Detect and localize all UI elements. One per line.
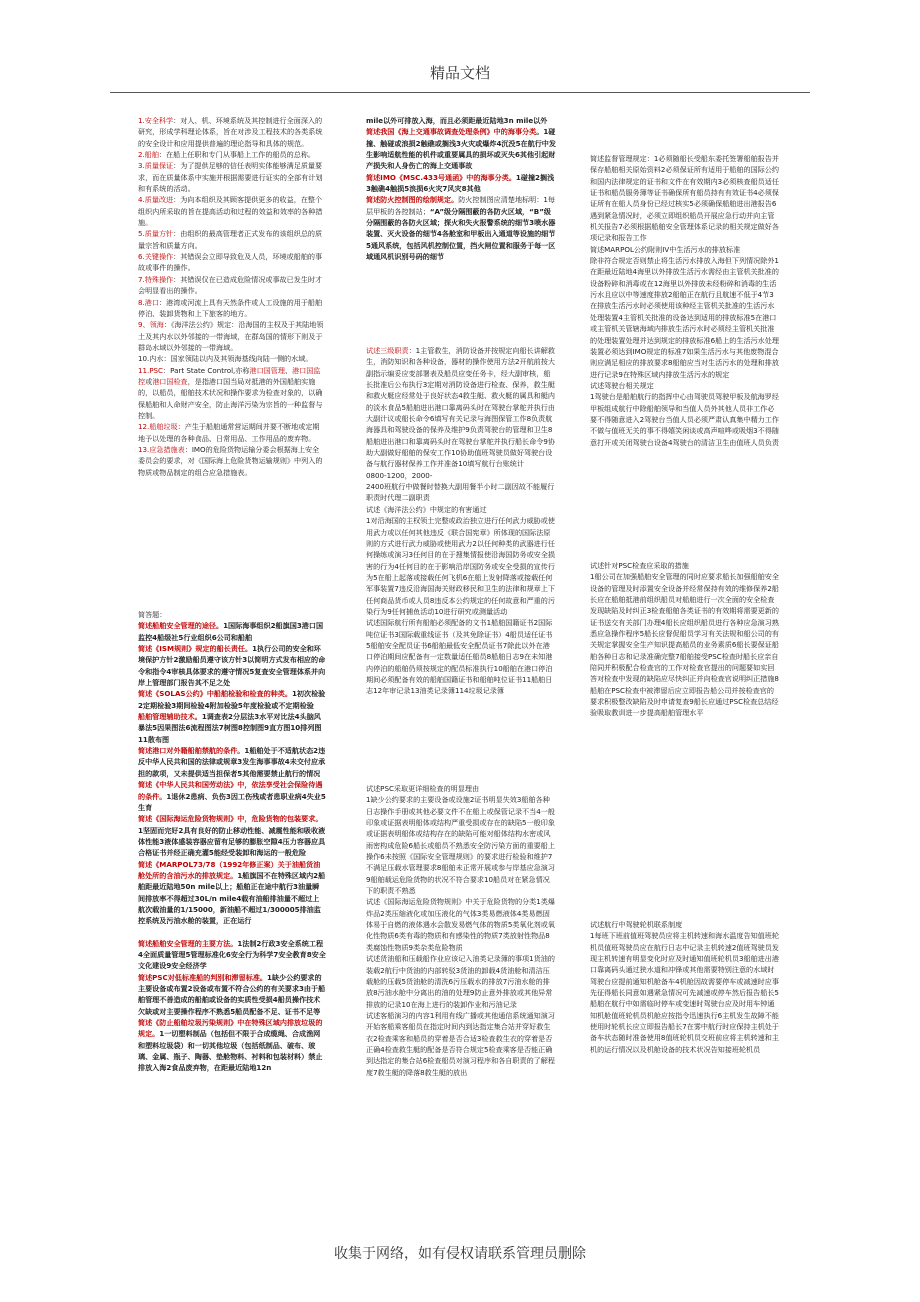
body-text: 、 xyxy=(284,365,293,375)
body-text: ：对人、机、环境系统及其控制进行全面深入的研究，形成学科理论体系，旨在对涉及工程技术的各类系统的安全设计和应用提供普遍的理论指导和具体的规范。 xyxy=(138,116,323,148)
body-text: 试述驾驶台相关规定 xyxy=(590,380,654,390)
emphasis-text: 简述《MARPOL73/78（1992年修正案）关于油船货油舱处所的含油污水的排放规定。 xyxy=(138,859,321,880)
body-text: 试述国际航行所有船舶必须配备的文书1船舶国籍证书2国际吨位证书3国际载重线证书（及其免除证书）4船员适任证书5船舶安全配员证书6船舶最低安全配员证书7除此以外在港口停泊期间应配备有一定数量适任船员8船舶日志9在未知港内停泊的船舶仍须按规定的配员标准执行10船舶在港口停泊期间必须配备有效的船舶国籍证书和船舶吨位证书11船舶日志12年审记录13油类记录簿114垃圾记录簿 xyxy=(366,618,553,696)
emphasis-text: 简述《防止船舶垃圾污染规则》中在特殊区域内排放垃圾的规定。 xyxy=(138,1018,323,1039)
emphasis-text: 简述《国际海运危险货物规则》中，危险货物的包装要求。 xyxy=(138,814,323,824)
paragraph xyxy=(138,251,326,274)
emphasis-text: 6.关键操作 xyxy=(138,252,174,262)
emphasis-text: 1缺少公约要求的主要设备或布置2设备或布置不符合公约的有关要求3由于船舶管理不善造成的船舶或设备的实质性受损4船员操作技术欠缺或对主要操作程序不熟悉5船员配备不足、证书不足等 xyxy=(138,972,326,1016)
paragraph xyxy=(366,504,556,515)
body-text: 试述《海洋法公约》中规定的有害通过 xyxy=(366,504,487,514)
emphasis-text: 1.安全科学 xyxy=(138,116,174,125)
body-text: 10.内水：国家领陆以内及其领海基线向陆一侧的水域。 xyxy=(138,354,313,364)
body-text: ：其错误会立即导致危及人员，环境或船舶的事故或事件的操作。 xyxy=(138,252,323,273)
page-header: 精品文档 xyxy=(429,64,490,82)
paragraph xyxy=(138,149,326,160)
paragraph xyxy=(366,172,556,195)
paragraph xyxy=(366,617,556,696)
paragraph xyxy=(138,274,326,297)
emphasis-text: 5.质量方针 xyxy=(138,229,174,239)
emphasis-text: 11.PSC xyxy=(138,365,164,375)
body-text: 《国际安全管理规则》的要求进行检验和维护7不满足压载水管理要求8船舶未正常开展或参与岸基应急演习9船舶载运危险货物的状况不符合要求10船员对在紧急情况下的职责不熟悉 xyxy=(366,852,555,896)
paragraph xyxy=(138,688,326,711)
emphasis-text: 12.船舶垃圾 xyxy=(138,422,178,432)
paragraph xyxy=(138,779,326,813)
paragraph xyxy=(590,560,780,571)
emphasis-text: 1法制2行政3安全系统工程4全面质量管理5管理标准化6安全行为科学7安全教育8安全文化建设9安全经济学 xyxy=(138,938,326,971)
body-text: 1船公司在加强船舶安全管理的同时应要求船长加强船舶安全设备的管理及时添置安全设备并经常保持有效的维修保养2船长应在船舶抵港前组织船员对船舶进行一次全面的安全检查发现缺陷及时纠正3检查船舶各类证书的有效期将需要更新的证书送交有关部门办理4船长应组织船员进行各种应急演习熟悉应急操作程序5船长应督促船员学习有关法规和船公司的有关规定掌握安全生产知识提高船员的业务素质6船长要保证船舶各种日志和记录准确完整7船舶接受PSC检查时船长应亲自陪同并积极配合检查官的工作对检查官提出的问题要如实回答对检查中发现的缺陷应尽快纠正并向检查官说明纠正措施8船舶在PSC检查中被滞留后应立即报告船公司并按检查官的要求积极整改缺陷及时申请复查9船长应通过PSC检查总结经验吸取教训进一步提高船舶管理水平 xyxy=(590,572,779,718)
emphasis-text: 简述我国《海上交通事故调查处理条例》中的海事分类 xyxy=(366,127,537,137)
emphasis-text: 港口国监控 xyxy=(138,365,321,386)
emphasis-text: 试述三级职责 xyxy=(366,346,409,355)
paragraph xyxy=(366,515,556,617)
emphasis-text: 简述《中华人民共和国劳动法》中，依法享受社会保险待遇的条件。 xyxy=(138,780,323,801)
body-text: 试述货油船和压载船作业应该记入油类记录簿的事项1货油的装载2航行中货油的内部转驳3货油的卸载4货油舱和清洁压载舱的压载5货油舱的清洗6污压载水的排放7污油水舱的排放8污油水舱中分离出的油的处理9防止意外排放或其他异常排放的记录10在海上进行的装卸作业和污油记录 xyxy=(366,954,555,1009)
body-text: 试述客船演习的内容1利用有线广播或其他通信系统通知演习开始客船乘客船员在指定时间内到达指定集合站并穿好救生衣2检查乘客和船员的穿着是否合适3检查救生衣的穿着是否正确4检查救生艇的配备是否符合规定5检查乘客是否能正确到达指定的集合站6检查船员对演习程序和各自职责的了解程度7救生艇的降落8救生艇的放出 xyxy=(366,1010,555,1077)
paragraph xyxy=(138,859,326,927)
emphasis-text: 7.特殊操作 xyxy=(138,274,174,284)
emphasis-text: 简述《SOLAS公约》中船舶检验和检查的种类。 xyxy=(138,689,292,699)
paragraph xyxy=(590,380,780,391)
emphasis-text: 简述防火控制图的绘制规定。 xyxy=(366,195,459,205)
body-text: ：1主管救生，消防设备并按规定向船长讲解救生，消防知识和各种设备，器材的操作使用方法2开航前按大副指示编妥应变部署表及船员应变任务卡，经大副审核，船长批准后公布执行3定期对消防设备进行检查、保养，救生艇和救火艇应经常处于良好状态4救生艇、救火艇的属具和艇内的淡水食品5船舶进出港口靠离码头时在驾驶台掌舵并执行由大副计议或船长命令6填写有关记录与海图保管工作8负责航海器具和驾驶设备的保养及维护9负责驾驶台的管理和卫生8船舶进出港口和靠离码头时在驾驶台掌舵并执行船长命令9协助大副做好船舶的保安工作10协助值班驾驶员做好驾驶台设备与航行器材保养工作并准备10填写航行台账统计 xyxy=(366,346,555,469)
emphasis-text: 4.质量改进 xyxy=(138,195,174,205)
paragraph xyxy=(138,228,326,251)
body-text: 简述MARPOL公约附则IV中生活污水的排放标准 xyxy=(590,244,741,254)
body-text: 或 xyxy=(145,376,153,386)
paragraph xyxy=(138,620,326,643)
emphasis-text: mile以外可排放入海，而且必须距最近陆地3n mile以外 xyxy=(366,116,548,125)
paragraph xyxy=(138,927,326,938)
column-3-bottom xyxy=(590,919,780,1055)
paragraph xyxy=(590,255,780,380)
emphasis-text: 1一切塑料制品（包括但不限于合成缆绳、合成渔网和塑料垃圾袋）和一切其他垃圾（包括纸制品、破布、玻璃、金属、瓶子、陶器、垫舱物料、衬料和包装材料）禁止排放入海2食品废弃物，在距最近陆地12n xyxy=(138,1029,323,1073)
paragraph xyxy=(138,160,326,194)
paragraph xyxy=(138,609,326,620)
paragraph xyxy=(366,345,556,470)
body-text: ：港湾或河流上具有天然条件或人工设施的用于船舶停泊、装卸货物和上下旅客的地方。 xyxy=(138,297,323,318)
emphasis-text: 简述港口对外籍船舶禁航的条件。 xyxy=(138,746,245,756)
emphasis-text: 3.质量保证 xyxy=(138,161,174,171)
emphasis-text: 8.港口 xyxy=(138,297,159,307)
paragraph xyxy=(138,643,326,688)
body-text: ：产生于船舶通常营运期间并要不断地或定期地予以处理的各种食品、日常用品、工作用品的废弃物。 xyxy=(138,422,320,443)
paragraph xyxy=(366,481,556,504)
paragraph xyxy=(138,319,326,353)
paragraph xyxy=(138,297,326,320)
emphasis-text: 1退休2患病、负伤3因工伤残或者患职业病4失业5生育 xyxy=(138,791,326,812)
body-text: ：为向本组织及其顾客提供更多的收益，在整个组织内所采取的旨在提高活动和过程的效益和效率的各种措施。 xyxy=(138,195,323,228)
emphasis-text: 2.船舶 xyxy=(138,150,159,160)
paragraph xyxy=(366,794,556,896)
emphasis-text: 简述《ISM规则》规定的船长责任。 xyxy=(138,644,253,654)
paragraph xyxy=(138,115,326,149)
body-text: 2400班航行中做餐时替换大副用餐半小时二副因故不能履行职责时代理二副职责 xyxy=(366,482,555,503)
paragraph xyxy=(366,783,556,794)
body-text: ：Part State Control,亦称 xyxy=(163,365,250,375)
emphasis-text: 1船舶处于不适航状态2违反中华人民共和国的法律或规章3发生海事事故4未交付应承担的款项，又未提供适当担保者5其他需要禁止航行的情况 xyxy=(138,746,326,778)
emphasis-text: “A”级分隔围蔽的各防火区域，“B”级分隔围蔽的各防火区域；探火和失火报警系统的细节3喷水器装置、灭火设备的细节4各舱室和甲板出入通道等设施的细节5通风系统，包括风机控制位置，挡火闸位置和服务于每一区域通风机识别号码的细节 xyxy=(366,206,556,262)
body-text: 1缺少公约要求的主要设备或设施2证书明显失效3船舶各种日志操作手册或其他必要文件不在船上或保管记录不当4一般印象或证据表明船体或结构严重受损或存在的缺陷5一般印象或证据表明船体或结构存在的缺陷可能对船体结构水密或风雨密构成危险6船长或船员不熟悉安全防污染方面的重要船上操作6未按照 xyxy=(366,795,555,862)
body-text: 试述航行中驾驶轮机联系制度 xyxy=(590,920,683,929)
body-text: 简答题： xyxy=(138,610,167,619)
paragraph xyxy=(138,938,326,972)
header-rule xyxy=(110,92,810,93)
paragraph xyxy=(590,244,780,255)
paragraph xyxy=(138,444,326,478)
body-text: ：IMO的危险货物运输分委会根据海上安全委员会的要求，对《国际海上危险货物运输规则》中列入的物质或物品制定的组合应急措施表。 xyxy=(138,444,323,477)
emphasis-text: 简述船舶安全管理的主要方法。 xyxy=(138,938,238,948)
paragraph xyxy=(590,391,780,448)
paragraph xyxy=(138,365,326,422)
body-text: 试述《国际海运危险货物规则》中关于危险货物的分类1类爆炸品2类压缩液化或加压液化的气体3类易燃液体4类易燃固体易于自燃的液体遇水会散发易燃气体的物质5类氧化剂或氧化性物质6类有毒的物质和有感染性的物质7类放射性物品8类腐蚀性物质9类杂类危险物质 xyxy=(366,897,555,952)
body-text: ：为了提供足够的信任表明实体能够满足质量要求，而在质量体系中实施并根据需要进行证实的全部有计划和有系统的活动。 xyxy=(138,161,323,194)
emphasis-text: 1执行公司的安全和环境保护方针2激励船员遵守该方针3以简明方式发布相应的命令和指令4审核具体要求的遵守情况5复查安全管理体系并向岸上管理部门报告其不足之处 xyxy=(138,644,326,688)
column-2-top xyxy=(366,115,556,262)
column-2-bottom xyxy=(366,783,556,1078)
emphasis-text: 港口国管理 xyxy=(249,365,285,375)
emphasis-text: 1坚固而完好2具有良好的防止移动性能、减震性能和吸收液体性能3液体盛装容器应留有足够的膨胀空隙4压力容器应具合格证书并经正确充灌5能经受装卸和海运的一般危险 xyxy=(138,825,326,858)
paragraph xyxy=(138,813,326,858)
paragraph xyxy=(366,194,556,262)
paragraph xyxy=(590,930,780,1055)
body-text: ：由组织的最高管理者正式发布的该组织总的质量宗旨和质量方向。 xyxy=(138,229,323,250)
paragraph xyxy=(138,972,326,1017)
column-1-definitions xyxy=(138,115,326,478)
column-2-middle xyxy=(366,345,556,697)
body-text: ：其错误仅在已造成危险情况或事故已发生时才会明显看出的操作。 xyxy=(138,274,323,296)
body-text: ：《海洋法公约》规定：沿海国的主权及于其陆地领土及其内水以外邻接的一带海域，在群岛国的情形下则及于群岛水域以外邻接的一带海域。 xyxy=(138,320,324,352)
paragraph xyxy=(138,1017,326,1074)
body-text: 0800-1200，2000- xyxy=(366,470,433,480)
paragraph xyxy=(138,353,326,364)
emphasis-text: 1船旗国不在特殊区域内2船舶距最近陆地50n mile以上；船舶正在途中航行3油量瞬间排放率不得超过30L/n mile4载有油船排油量不超过上航次载油量的1/15000，新油船不超过1/300005排油监控系统及污油水舱的装置，正在运行 xyxy=(138,870,326,926)
column-3-middle xyxy=(590,560,780,719)
paragraph xyxy=(590,571,780,718)
body-text: ：在船上任职和专门从事船上工作的船员的总称。 xyxy=(158,150,316,160)
paragraph xyxy=(138,745,326,779)
page-footer: 收集于网络，如有侵权请联系管理员删除 xyxy=(334,1246,586,1262)
paragraph xyxy=(138,194,326,228)
body-text: 防火控制图应清楚地标明：1每层甲板的各控制站； xyxy=(366,195,555,216)
emphasis-text: 港口国检查 xyxy=(152,376,188,386)
column-1-short-answers xyxy=(138,609,326,1074)
body-text: 1对沿海国的主权领土完整或政治独立进行任何武力威胁或使用武力或以任何其他违反《联合国宪章》所体现的国际法原则的方式进行武力威胁或使用武力2以任何种类的武器进行任何操练或演习3任何目的在于搜集情报使沿海国防务或安全损害的行为4任何目的在于影响沿岸国防务或安全受损的宣传行为5在船上起落或接载任何飞机6在船上发射降落或接载任何军事装置7违反沿海国海关财政移民和卫生的法律和规章上下任何商品货币或人员8违反本公约规定的任何故意和严重的污染行为9任何捕鱼活动10进行研究或测量活动 xyxy=(366,516,555,616)
column-3-top xyxy=(590,153,780,448)
body-text: 试述针对PSC检查应采取的措施 xyxy=(590,561,689,570)
emphasis-text: 。1碰撞、触碰或浪损2触礁或搁浅3火灾或爆炸4沉没5在航行中发生影响适航性能的机件或重要属具的损坏或灭失6其他引起财产损失和人身伤亡的海上交通事故 xyxy=(366,127,556,171)
emphasis-text: 船舶管理辅助技术。 xyxy=(138,712,202,722)
emphasis-text: 13.应急措施表 xyxy=(138,444,185,454)
paragraph xyxy=(590,919,780,930)
paragraph xyxy=(138,421,326,444)
body-text: 简述监督管理规定：1必须随船长受船东委托签署船舶报告并保存船舶相关原始资料2必须保证所有适用于船舶的国际公约和国内法律规定的证书和文件在有效期内3必须核查船员适任证书和船员服务簿等证书确保所有船员持有有效证书4必须保证所有在船人员身份已经过核实5必须确保船舶进出港报告6遇到紧急情况时，必须立即组织船员开展应急行动并向主管机关报告7必须根据船舶安全管理体系记录的相关规定做好各项记录和报告工作 xyxy=(590,154,779,243)
emphasis-text: 简述PSC对低标准船的判别和滞留标准。 xyxy=(138,972,268,982)
body-text: 除非符合规定否则禁止将生活污水排放入海但下列情况除外1在距最近陆地4海里以外排放生活污水需经由主管机关批准的设备粉碎和消毒或在12海里以外排放未经粉碎和消毒的生活污水且应以中等速度排放2船舶正在航行且航速不低于4节3在排放生活污水时必须使用该种经主管机关批准的生活污水处理装置4主管机关批准的设备达到适用的排放标准5在港口或主管机关管辖海域内排放生活污水时必须经主管机关批准的处理装置处理并达到规定的排放标准6船上的生活污水处理装置必须达到IMO规定的标准7如果生活污水与其他废物混合则应满足相应的排放要求8船舶应当对生活污水的处理和排放进行记录9在特殊区域内排放生活污水的规定 xyxy=(590,256,779,379)
emphasis-text: 9、领海 xyxy=(138,320,164,330)
emphasis-text: 简述IMO《MSC.433号通函》中的海事分类。 xyxy=(366,172,516,182)
emphasis-text: 1国际海事组织2船旗国3港口国监控4船级社5行业组织6公司和船舶 xyxy=(138,621,324,642)
paragraph xyxy=(366,126,556,171)
body-text: 1每班下班前值班驾驶员应将主机转速和海水温度告知值班轮机员值班驾驶员应在航行日志中记录主机转速2值班驾驶员发现主机转速有明显变化时应及时通知值班轮机员3船舶进出港口靠离码头通过狭水道和冲锋或其他需要特别注意的水域时驾驶台应提前通知机舱备车4机舱因故需要停车或减速时应事先征得船长同意如遇紧急情况可先减速或停车然后报告船长5船舶在航行中如需临时停车或变速时驾驶台应及时用车钟通知机舱值班轮机员机舱应按指令迅速执行6主机发生故障不能使用时轮机长应立即报告船长7在雾中航行时应保持主机处于备车状态随时准备使用8值班轮机员交班前应将主机转速和主机的运行情况以及机舱设备的技术状况告知接班轮机员 xyxy=(590,931,779,1054)
emphasis-text: 1调查表2分层法3水平对比法4头脑风暴法5因果图法6流程图法7树图8控制图9直方图10排列图11散布图 xyxy=(138,712,322,744)
paragraph xyxy=(366,470,556,481)
emphasis-text: 简述船舶安全管理的途径。 xyxy=(138,621,224,631)
body-text: ，是指港口国当局对抵港的外国船舶实施的，以船员，船舶技术状况和操作要求为检查对象的，以确保船舶和人命财产安全，防止海洋污染为宗旨的一种监督与控制。 xyxy=(138,376,323,420)
emphasis-text: 1碰撞2搁浅3触礁4触损5浪损6火灾7风灾8其他 xyxy=(366,172,555,194)
body-text: 试述PSC采取更详细检查的明显理由 xyxy=(366,784,480,793)
paragraph xyxy=(138,711,326,745)
paragraph xyxy=(590,153,780,244)
paragraph xyxy=(366,1010,556,1078)
emphasis-text: 1初次检验2定期检验3期间检验4附加检验5年度检验或不定期检验 xyxy=(138,689,326,710)
paragraph xyxy=(366,953,556,1010)
paragraph xyxy=(366,896,556,953)
paragraph xyxy=(366,115,556,126)
body-text: 1驾驶台是船舶航行的指挥中心由驾驶员驾驶甲板及航海罗经甲板组成航行中除船舶领导和当值人员外其他人员非工作必要不得随意进入2驾驶台当值人员必须严肃认真集中精力工作不做与值班无关的事不得嬉笑闲谈或高声喧哗或吸烟3不得随意打开或关闭驾驶台设备4驾驶台的清洁卫生由值班人员负责 xyxy=(590,392,779,447)
